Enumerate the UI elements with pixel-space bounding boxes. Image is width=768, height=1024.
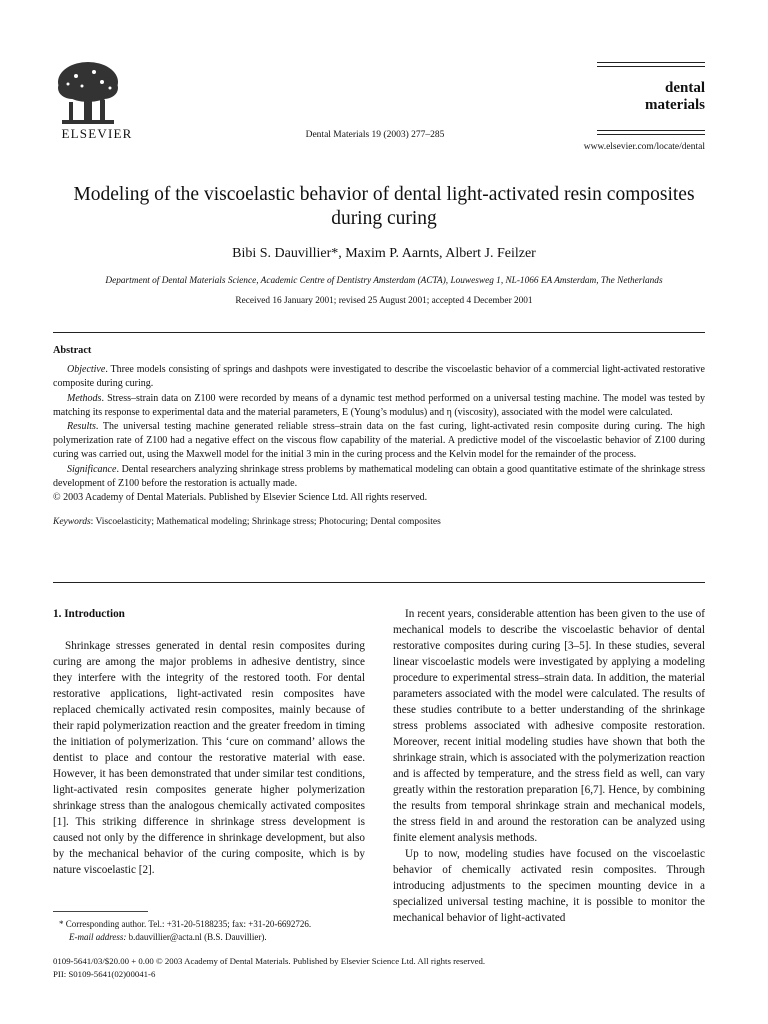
journal-url[interactable]: www.elsevier.com/locate/dental [583, 142, 705, 152]
objective-text: . Three models consisting of springs and dashpots were investigated to describe the viscoelastic behavior of a commercial light-activated restorative composite during curing. [53, 364, 705, 390]
abstract-objective [53, 363, 705, 391]
divider [53, 582, 705, 583]
abstract-heading: Abstract [53, 345, 92, 356]
email-address[interactable]: b.dauvillier@acta.nl (B.S. Dauvillier). [126, 932, 267, 942]
elsevier-tree-logo [52, 58, 124, 130]
brand-rule [597, 62, 705, 63]
body-column-right [393, 606, 705, 926]
footnote-rule [53, 911, 148, 912]
keywords-label: Keywords [53, 517, 91, 528]
brand-line: materials [645, 97, 705, 114]
email-label: E-mail address: [69, 932, 127, 942]
journal-reference: Dental Materials 19 (2003) 277–285 [305, 130, 445, 140]
abstract-copyright: © 2003 Academy of Dental Materials. Published by Elsevier Science Ltd. All rights reserved. [53, 492, 428, 504]
affiliation: Department of Dental Materials Science, Academic Centre of Dentistry Amsterdam (ACTA), Louwesweg 1, NL-1066 EA Amsterdam, The Netherlands [105, 276, 663, 286]
keywords-text: : Viscoelasticity; Mathematical modeling; Shrinkage stress; Photocuring; Dental composites [90, 517, 441, 528]
body-paragraph: Up to now, modeling studies have focused on the viscoelastic behavior of chemically activated resin composites. Through introducing adjustments to the specimen mounting device in a specialized universal testing machine, it is possible to monitor the mechanical behavior of light-activated [393, 848, 705, 924]
keywords [53, 515, 705, 529]
footnote [53, 918, 383, 944]
abstract-methods [53, 392, 705, 420]
abstract-results [53, 420, 705, 463]
author-list: Bibi S. Dauvillier*, Maxim P. Aarnts, Albert J. Feilzer [232, 246, 536, 261]
body-paragraph: Shrinkage stresses generated in dental resin composites during curing are among the major problems in adhesive dentistry, since they interfere with the integrity of the restored tooth. For dental restorative applications, light-activated resin composites have replaced chemically activated resin composites, mainly because of their rapid polymerization reaction and the greater freedom in timing the initiation of polymerization. This ‘cure on command’ allows the dentist to place and contour the restorative material with ease. However, it has been demonstrated that under similar test conditions, light-activated resin composites generate higher polymerization shrinkage stress than the analogous chemically activated composites [1]. This striking difference in shrinkage stress development is caused not only by the difference in shrinkage development, but also by the mechanical behavior of the curing composite, which is by nature viscoelastic [2]. [53, 640, 365, 876]
publisher-name: ELSEVIER [61, 126, 133, 141]
issn-line: 0109-5641/03/$20.00 + 0.00 © 2003 Academy of Dental Materials. Published by Elsevier Science Ltd. All rights reserved. [53, 956, 486, 966]
article-title: Modeling of the viscoelastic behavior of dental light-activated resin composites during curing [73, 184, 695, 229]
significance-text: . Dental researchers analyzing shrinkage stress problems by mathematical modeling can obtain a good quantitative estimate of the shrinkage stress development of Z100 before the restoration is actually made. [53, 463, 705, 489]
results-text: . The universal testing machine generated reliable stress–strain data on the fast curing, light-activated resin composite during curing. The high polymerization rate of Z100 had a negative effect on the viscous flow capability of the material. A predictive model of the viscoelastic behavior of Z100 during curing was carried out, using the Maxwell model for the initial 3 min in the curing process and the Kelvin model for the remainder of the process. [53, 421, 705, 461]
pii-line: PII: S0109-5641(02)00041-6 [53, 969, 156, 979]
body-column-left [53, 606, 365, 878]
section-heading: 1. Introduction [53, 608, 125, 620]
journal-brand [597, 80, 705, 115]
brand-rule [597, 66, 705, 67]
brand-rule [597, 134, 705, 135]
received-dates: Received 16 January 2001; revised 25 August 2001; accepted 4 December 2001 [235, 296, 533, 306]
email-line [53, 931, 383, 944]
brand-rule [597, 130, 705, 131]
methods-text: . Stress–strain data on Z100 were recorded by means of a dynamic test method performed on a universal testing machine. The model was tested by matching its response to experimental data and the material parameters, E (Young’s modulus) and η (viscosity), associated with the model were calculated. [53, 392, 705, 418]
corresponding-author: * Corresponding author. Tel.: +31-20-5188235; fax: +31-20-6692726. [59, 919, 312, 929]
abstract-significance [53, 463, 705, 491]
brand-line: dental [664, 80, 705, 96]
significance-label: Significance [67, 463, 117, 475]
page-footer [53, 955, 705, 981]
divider [53, 332, 705, 333]
body-paragraph: In recent years, considerable attention has been given to the use of mechanical models to describe the viscoelastic behavior of dental restorative composites during curing [3–5]. In these studies, several linear viscoelastic models were investigated by applying a modeling procedure to experimental stress–strain data. In addition, the material parameters associated with the model were calculated. The results of these studies contribute to a better understanding of the shrinkage stress problems associated with adhesive composite restoration. Moreover, recent initial modeling studies have shown that both the shrinkage strain, which is associated with the polymerization reaction and is affected by temperature, and the stress field as well, can vary greatly within the restoration preparation [6,7]. Hence, by combining the results from temporal shrinkage strain and mechanical models, the stress field in and around the restoration can be analyzed using finite element analysis methods. [393, 608, 705, 844]
results-label: Results [67, 421, 96, 433]
abstract [53, 344, 705, 529]
objective-label: Objective [67, 364, 106, 376]
methods-label: Methods [67, 392, 102, 404]
